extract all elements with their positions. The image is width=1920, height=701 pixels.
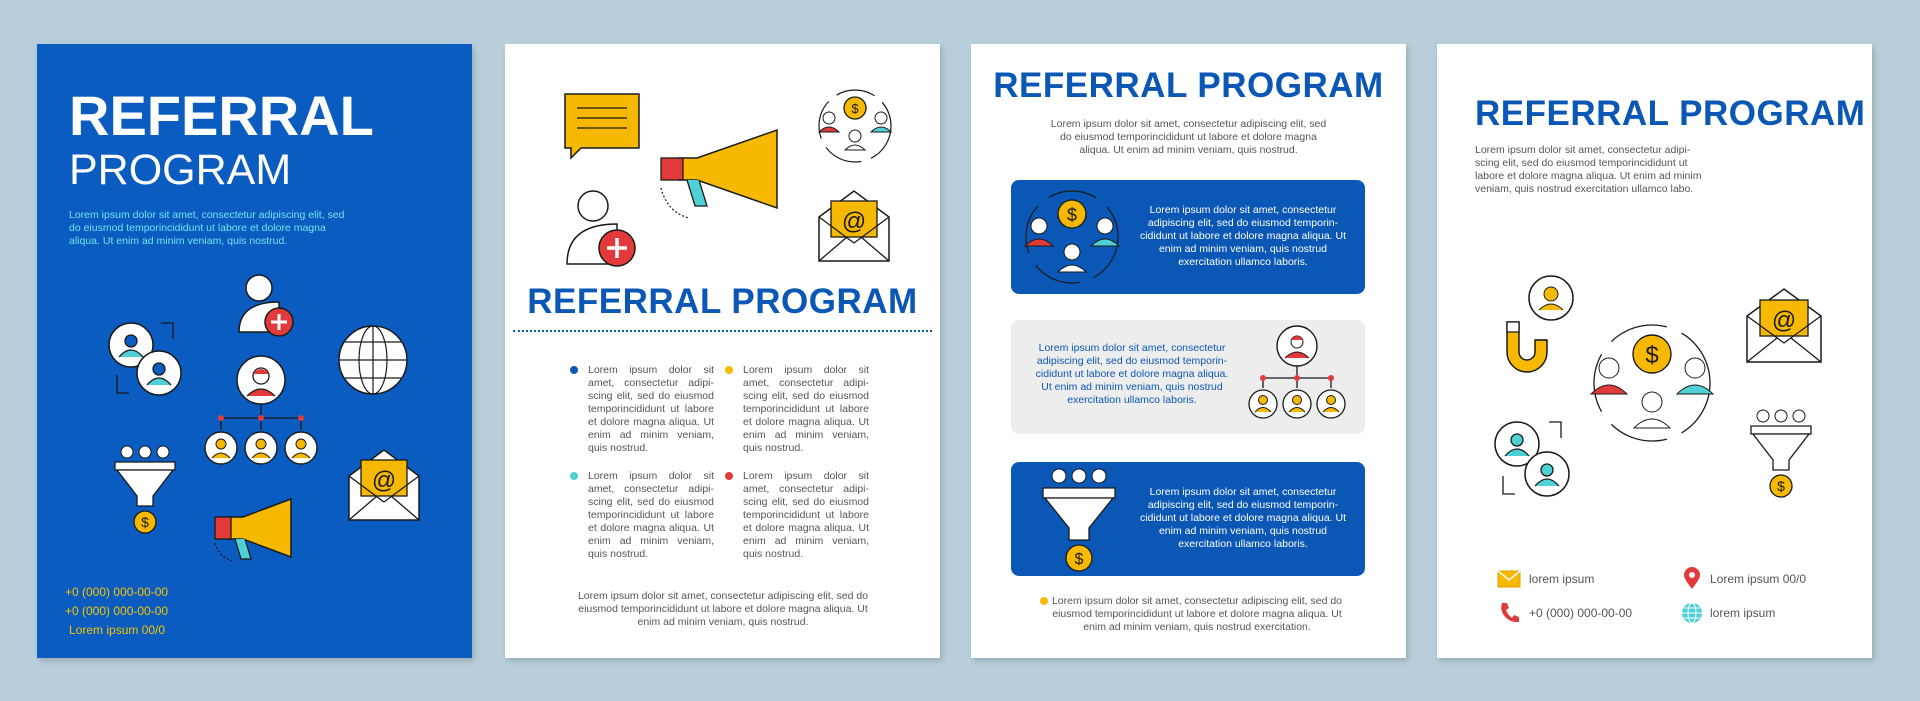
svg-text:$: $ [1074, 551, 1084, 568]
contact-email: lorem ipsum [1529, 572, 1595, 586]
info-card-1-text: Lorem ipsum dolor sit amet, consectetur adipiscing elit, sed do eiusmod temporin-cididunt ut labore et dolore magna aliqua. Ut enim ad minim veniam, quis nostrud exercitation ullamco laboris. [1139, 204, 1347, 268]
email-icon [1745, 286, 1823, 366]
cover-intro: Lorem ipsum dolor sit amet, consectetur adipiscing elit, sed do eiusmod temporincididunt ut labore et dolore magna aliqua. Ut enim ad minim veniam, quis nostrud. [69, 209, 345, 247]
add-user-icon [237, 272, 297, 344]
svg-text:@: @ [371, 467, 397, 494]
page2-divider [513, 330, 932, 332]
page2-title: REFERRAL PROGRAM [527, 282, 918, 321]
bullet-blue [570, 366, 578, 374]
referral-swap-icon [1493, 418, 1575, 504]
cover-title-line1: REFERRAL [69, 84, 374, 147]
email-icon [347, 446, 422, 524]
funnel-icon [111, 442, 179, 537]
info-card-3 [1011, 462, 1365, 576]
magnet-icon [1499, 276, 1589, 376]
globe-icon [1681, 602, 1703, 624]
phone-icon [1499, 601, 1519, 623]
page2-col-1: Lorem ipsum dolor sit amet, consectetur adipi-scing elit, sed do eiusmod temporincididunt ut labore et dolore magna aliqua. Ut enim ad minim veniam, quis nostrud. [588, 364, 714, 454]
svg-text:$: $ [1066, 205, 1078, 225]
add-user-icon [565, 186, 645, 271]
location-icon [1683, 566, 1701, 590]
info-card-3-text: Lorem ipsum dolor sit amet, consectetur adipiscing elit, sed do eiusmod temporin-cididunt ut labore et dolore magna aliqua. Ut enim ad minim veniam, quis nostrud exercitation ullamco laboris. [1139, 486, 1347, 550]
page2-footer: Lorem ipsum dolor sit amet, consectetur adipiscing elit, sed do eiusmod temporincididunt ut labore et dolore magna aliqua. Ut enim ad minim veniam, quis nostrud. [577, 590, 869, 628]
globe-icon [337, 324, 409, 396]
cover-address: Lorem ipsum 00/0 [69, 623, 166, 637]
megaphone-icon [213, 499, 303, 569]
cover-phone-1: +0 (000) 000-00-00 [65, 585, 169, 599]
brochure-page-cover [37, 44, 472, 658]
svg-text:$: $ [141, 514, 149, 530]
chat-icon [563, 92, 643, 162]
page3-footer: Lorem ipsum dolor sit amet, consectetur adipiscing elit, sed do eiusmod temporincididunt ut labore et dolore magna aliqua. Ut enim ad minim veniam, quis nostrud exercitation. [1051, 595, 1343, 633]
cover-title-line2: PROGRAM [69, 146, 292, 194]
referral-swap-icon [107, 319, 187, 404]
team-money-icon [815, 86, 895, 166]
hierarchy-icon [1247, 324, 1347, 432]
svg-text:@: @ [1771, 307, 1797, 334]
envelope-icon [1497, 570, 1521, 588]
funnel-icon [1039, 464, 1119, 574]
brochure-page-3 [971, 44, 1406, 658]
page2-col-4: Lorem ipsum dolor sit amet, consectetur adipi-scing elit, sed do eiusmod temporincididunt ut labore et dolore magna aliqua. Ut enim ad minim veniam, quis nostrud. [743, 470, 869, 560]
cover-phone-2: +0 (000) 000-00-00 [65, 604, 169, 618]
info-card-2-text: Lorem ipsum dolor sit amet, consectetur adipiscing elit, sed do eiusmod temporin-cididunt ut labore et dolore magna aliqua. Ut enim ad minim veniam, quis nostrud exercitation ullamco laboris. [1035, 342, 1229, 406]
bullet-red [725, 472, 733, 480]
megaphone-icon [657, 128, 787, 233]
page4-title: REFERRAL PROGRAM [1475, 94, 1866, 133]
page3-intro: Lorem ipsum dolor sit amet, consectetur adipiscing elit, sed do eiusmod temporincididunt ut labore et dolore magna aliqua. Ut enim ad minim veniam, quis nostrud. [1050, 118, 1327, 156]
bullet-yellow [725, 366, 733, 374]
info-card-1 [1011, 180, 1365, 294]
brochure-page-4 [1437, 44, 1872, 658]
hierarchy-icon [205, 356, 317, 486]
team-money-icon [1587, 318, 1717, 448]
svg-text:$: $ [1777, 478, 1785, 494]
svg-text:$: $ [1645, 342, 1659, 369]
contact-phone: +0 (000) 000-00-00 [1529, 606, 1633, 620]
svg-text:@: @ [841, 208, 867, 235]
info-card-2 [1011, 320, 1365, 434]
page2-col-2: Lorem ipsum dolor sit amet, consectetur adipi-scing elit, sed do eiusmod temporincididunt ut labore et dolore magna aliqua. Ut enim ad minim veniam, quis nostrud. [743, 364, 869, 454]
brochure-page-2 [505, 44, 940, 658]
email-icon [817, 187, 891, 265]
page2-col-3: Lorem ipsum dolor sit amet, consectetur adipi-scing elit, sed do eiusmod temporincididunt ut labore et dolore magna aliqua. Ut enim ad minim veniam, quis nostrud. [588, 470, 714, 560]
svg-text:$: $ [851, 101, 859, 116]
cover-contacts [65, 583, 168, 640]
contact-web: lorem ipsum [1710, 606, 1776, 620]
team-money-icon [1017, 186, 1127, 288]
bullet-teal [570, 472, 578, 480]
contact-location: Lorem ipsum 00/0 [1710, 572, 1807, 586]
page4-intro: Lorem ipsum dolor sit amet, consectetur adipi-scing elit, sed do eiusmod temporincididunt ut labore et dolore magna aliqua. Ut enim ad minim veniam, quis nostrud exercitation ullamco labo. [1475, 144, 1702, 195]
bullet-yellow [1040, 597, 1048, 605]
funnel-icon [1747, 406, 1815, 501]
page3-title: REFERRAL PROGRAM [993, 66, 1384, 105]
